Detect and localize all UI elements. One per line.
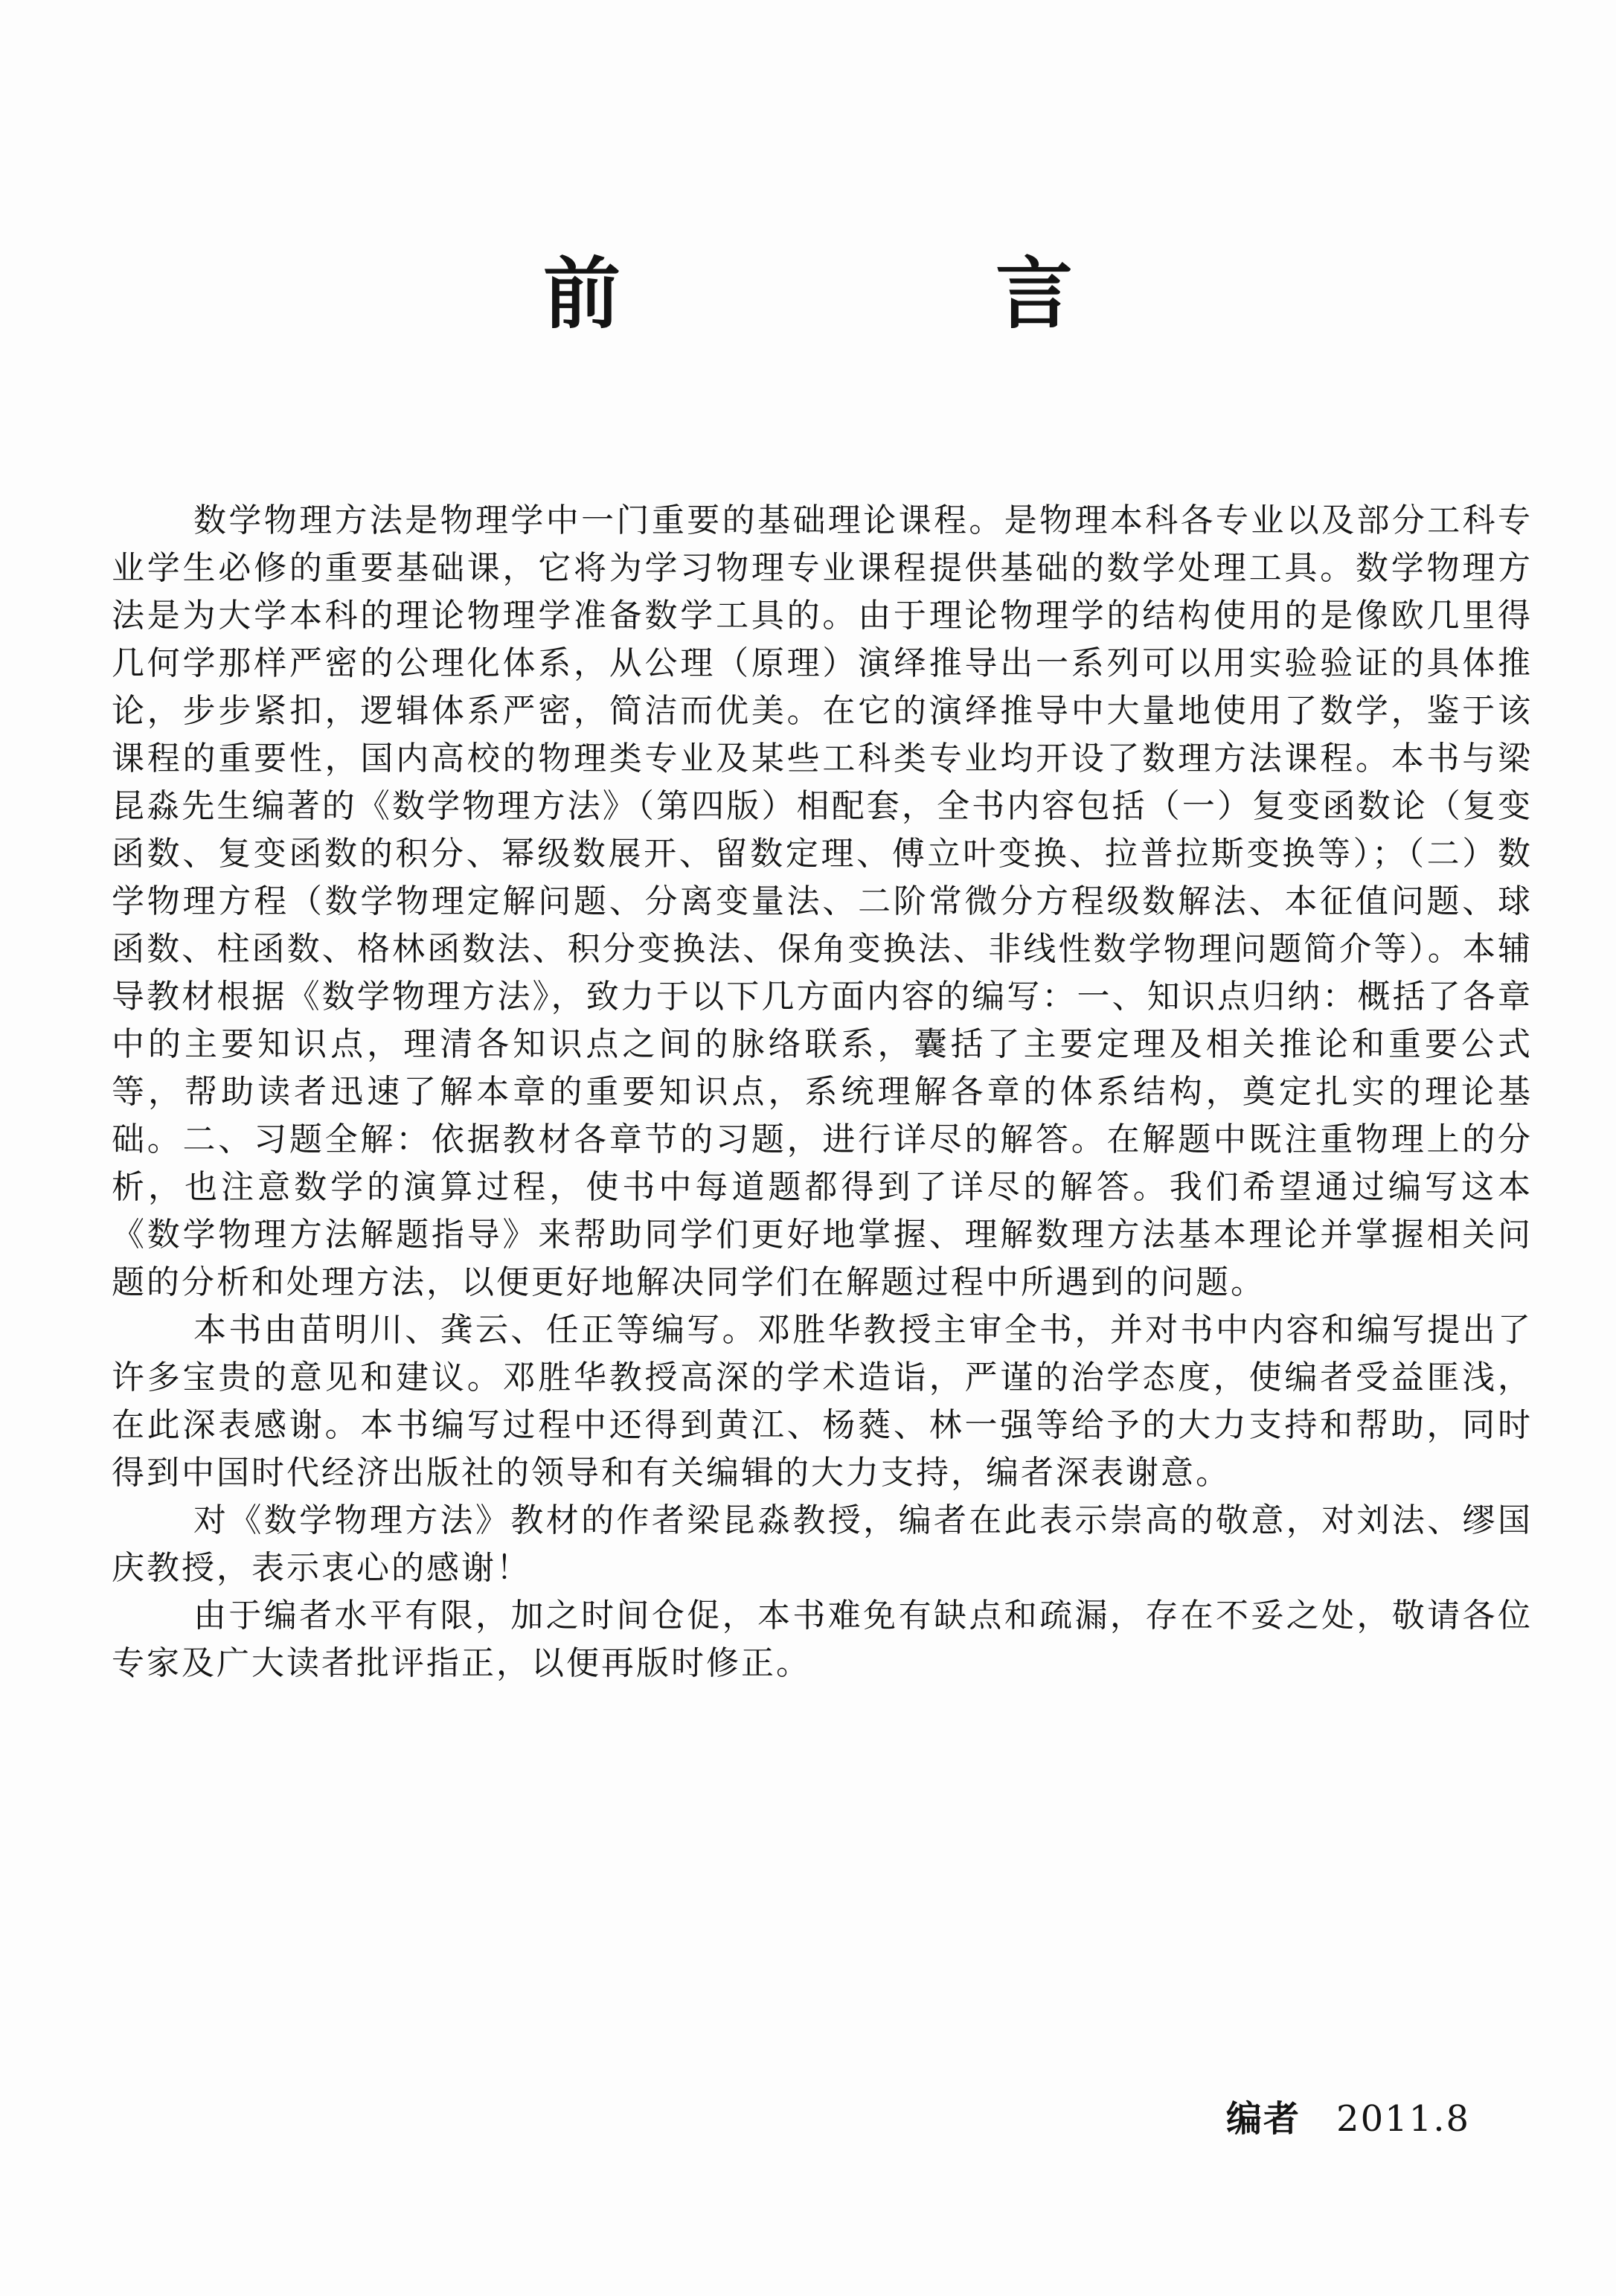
page-title: 前 言: [542, 248, 1222, 339]
paragraph-authors: 本书由苗明川、龚云、任正等编写。邓胜华教授主审全书，并对书中内容和编写提出了许多宝贵的意见和建议。邓胜华教授高深的学术造诣，严谨的治学态度，使编者受益匪浅，在此深表感谢。本书编写过程中还得到黄江、杨蕤、林一强等给予的大力支持和帮助，同时得到中国时代经济出版社的领导和有关编辑的大力支持，编者深表谢意。: [112, 1311, 1533, 1492]
signature-author: 编者: [1226, 2098, 1301, 2140]
paragraph-apology: 由于编者水平有限，加之时间仓促，本书难免有缺点和疏漏，存在不妥之处，敬请各位专家及广大读者批评指正，以便再版时修正。: [112, 1597, 1533, 1682]
signature: [1226, 2095, 1470, 2143]
preface-body: [112, 497, 1533, 1687]
paragraph-thanks: 对《数学物理方法》教材的作者梁昆淼教授，编者在此表示崇高的敬意，对刘法、缪国庆教授，表示衷心的感谢！: [112, 1501, 1533, 1587]
paragraph-intro: 数学物理方法是物理学中一门重要的基础理论课程。是物理本科各专业以及部分工科专业学生必修的重要基础课，它将为学习物理专业课程提供基础的数学处理工具。数学物理方法是为大学本科的理论物理学准备数学工具的。由于理论物理学的结构使用的是像欧几里得几何学那样严密的公理化体系，从公理（原理）演绎推导出一系列可以用实验验证的具体推论，步步紧扣，逻辑体系严密，简洁而优美。在它的演绎推导中大量地使用了数学，鉴于该课程的重要性，国内高校的物理类专业及某些工科类专业均开设了数理方法课程。本书与梁昆淼先生编著的《数学物理方法》（第四版）相配套，全书内容包括（一）复变函数论（复变函数、复变函数的积分、幂级数展开、留数定理、傅立叶变换、拉普拉斯变换等）；（二）数学物理方程（数学物理定解问题、分离变量法、二阶常微分方程级数解法、本征值问题、球函数、柱函数、格林函数法、积分变换法、保角变换法、非线性数学物理问题简介等）。本辅导教材根据《数学物理方法》，致力于以下几方面内容的编写：一、知识点归纳：概括了各章中的主要知识点，理清各知识点之间的脉络联系，囊括了主要定理及相关推论和重要公式等，帮助读者迅速了解本章的重要知识点，系统理解各章的体系结构，奠定扎实的理论基础。二、习题全解：依据教材各章节的习题，进行详尽的解答。在解题中既注重物理上的分析，也注意数学的演算过程，使书中每道题都得到了详尽的解答。我们希望通过编写这本《数学物理方法解题指导》来帮助同学们更好地掌握、理解数理方法基本理论并掌握相关问题的分析和处理方法，以便更好地解决同学们在解题过程中所遇到的问题。: [112, 501, 1533, 1301]
signature-date: 2011.8: [1336, 2098, 1470, 2140]
